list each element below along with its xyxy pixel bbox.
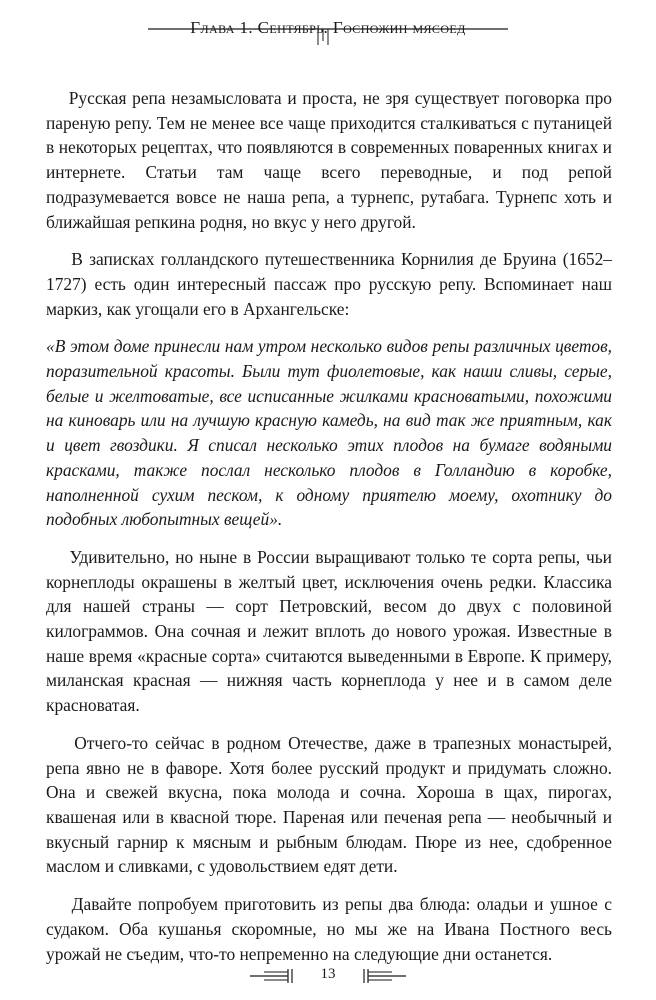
- page-body: [46, 86, 612, 979]
- chapter-title: Глава 1. Сентябрь. Госпожин мясоед: [190, 18, 466, 37]
- quotation-paragraph: «В этом доме принесли нам утром несколько видов репы различных цветов, поразительной красоты. Были тут фиолетовые, как наши сливы, серые, белые и желтоватые, все исписанные жилками красноватыми, похожими на киноварь или на лучшую красную камедь, на вид так же приятным, как и цвет гвоздики. Я списал несколько этих плодов на бумаге водяными красками, также послал несколько плодов в Голландию в коробке, наполненной сухим песком, к одному приятелю моему, охотнику до подобных любопытных вещей».: [46, 336, 612, 530]
- paragraph: Отчего-то сейчас в родном Отечестве, даже в трапезных монастырей, репа явно не в фаворе. Хотя более русский продукт и придумать сложно. Она и свежей вкусна, пока молода и сочна. Хороша в щах, пирогах, квашеная или в квасной тюре. Пареная или печеная репа — необычный и вкусный гарнир к мясным и рыбным блюдам. Пюре из нее, сдобренное маслом и сливками, с удовольствием едят дети.: [46, 732, 612, 877]
- header-ornament-rule: [148, 28, 508, 46]
- paragraph: Давайте попробуем приготовить из репы два блюда: оладьи и ушное с судаком. Оба кушанья скоромные, но мы же на Ивана Постного весь урожай не съедим, что-то непременно на следующие дни останется.: [46, 894, 612, 964]
- page-footer: [0, 964, 656, 990]
- footer-ornament-left: [250, 968, 300, 984]
- footer-ornament-right: [356, 968, 406, 984]
- paragraph: Удивительно, но ныне в России выращивают только те сорта репы, чьи корнеплоды окрашены в желтый цвет, исключения очень редки. Классика для нашей страны — сорт Петровский, весом до двух с половиной килограммов. Она сочная и лежит вплоть до нового урожая. Известные в наше время «красные сорта» считаются выведенными в Европе. К примеру, миланская красная — нижняя часть корнеплода у нее и в самом деле красноватая.: [46, 546, 612, 716]
- paragraph: Русская репа незамысловата и проста, не зря существует поговорка про пареную репу. Тем не менее все чаще приходится сталкиваться с путаницей в некоторых рецептах, что появляются в современных поваренных книгах и интернете. Статьи там чаще всего переводные, и под репой подразумевается вовсе не наша репа, а турнепс, рутабага. Турнепс хоть и ближайшая репкина родня, но вкус у него другой.: [46, 88, 612, 232]
- page-number: 13: [320, 966, 336, 982]
- paragraph: В записках голландского путешественника Корнилия де Бруина (1652–1727) есть один интересный пассаж про русскую репу. Вспоминает наш маркиз, как угощали его в Архангельске:: [46, 249, 612, 319]
